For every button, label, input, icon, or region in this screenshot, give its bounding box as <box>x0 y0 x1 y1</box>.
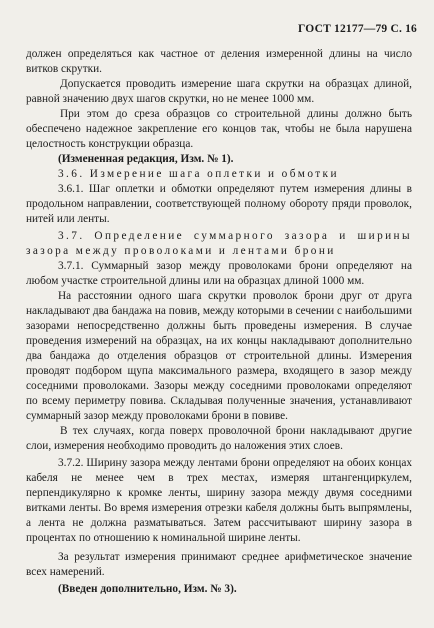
amendment-note-1: (Измененная редакция, Изм. № 1). <box>58 153 234 165</box>
amendment-note-3: (Введен дополнительно, Изм. № 3). <box>58 583 237 595</box>
paragraph-3-7-2: 3.7.2. Ширину зазора между лентами брони определяют на обоих концах кабеля не менее чем в трех местах, измеряя штангенциркулем, перпендикулярно к кромке ленты, ширину зазора между двумя соседними витками ленты. Во время измерения отрезки кабеля должны быть выпрямлены, а лента не должна разматываться. Затем рассчитывают ширину зазора в процентах по отношению к номинальной ширине ленты. <box>26 457 412 544</box>
section-heading-3-7: 3.7. Определение суммарного зазора и ширины зазора между проволоками и лентами брони <box>26 230 412 257</box>
document-body <box>26 47 412 597</box>
paragraph-sample-fixing: При этом до среза образцов со строительной длины должно быть обеспечено надежное закрепление его концов так, чтобы не была нарушена целостность конструкции образца. <box>26 108 412 150</box>
paragraph-3-7-1: 3.7.1. Суммарный зазор между проволоками брони определяют на любом участке строительной длины или на образцах длиной 1000 мм. <box>26 260 412 287</box>
paragraph-result: За результат измерения принимают среднее арифметическое значение всех намерений. <box>26 551 412 578</box>
paragraph-bandage-procedure: На расстоянии одного шага скрутки проволок брони друг от друга накладывают два бандажа на повив, между которыми в сечении с наибольшими зазорами непосредственно должны быть проведены измерения. В случае проведения измерений на образцах, на их концы накладывают дополнительно два бандажа до отделения образцов от строительной длины. Измерения проводят подбором щупа максимального размера, входящего в зазор между соседними проволоками. Зазоры между соседними проволоками определяют по всему периметру повива. Складывая полученные значения, устанавливают суммарный зазор между проволоками брони в повиве. <box>26 290 412 422</box>
section-heading-3-6: 3.6. Измерение шага оплетки и обмотки <box>58 168 339 180</box>
paragraph-measurement-allowance: Допускается проводить измерение шага скрутки на образцах длиной, равной значению двух шагов скрутки, но не менее 1000 мм. <box>26 78 412 105</box>
paragraph-other-layers: В тех случаях, когда поверх проволочной брони накладывают другие слои, измерения необходимо проводить до наложения этих слоев. <box>26 425 412 452</box>
paragraph-3-6-1: 3.6.1. Шаг оплетки и обмотки определяют путем измерения длины в продольном направлении, соответствующей полному обороту пряди проволок, нитей или ленты. <box>26 183 412 225</box>
paragraph-continuation: должен определяться как частное от деления измеренной длины на число витков скрутки. <box>26 48 412 75</box>
page-header: ГОСТ 12177—79 С. 16 <box>298 23 417 35</box>
